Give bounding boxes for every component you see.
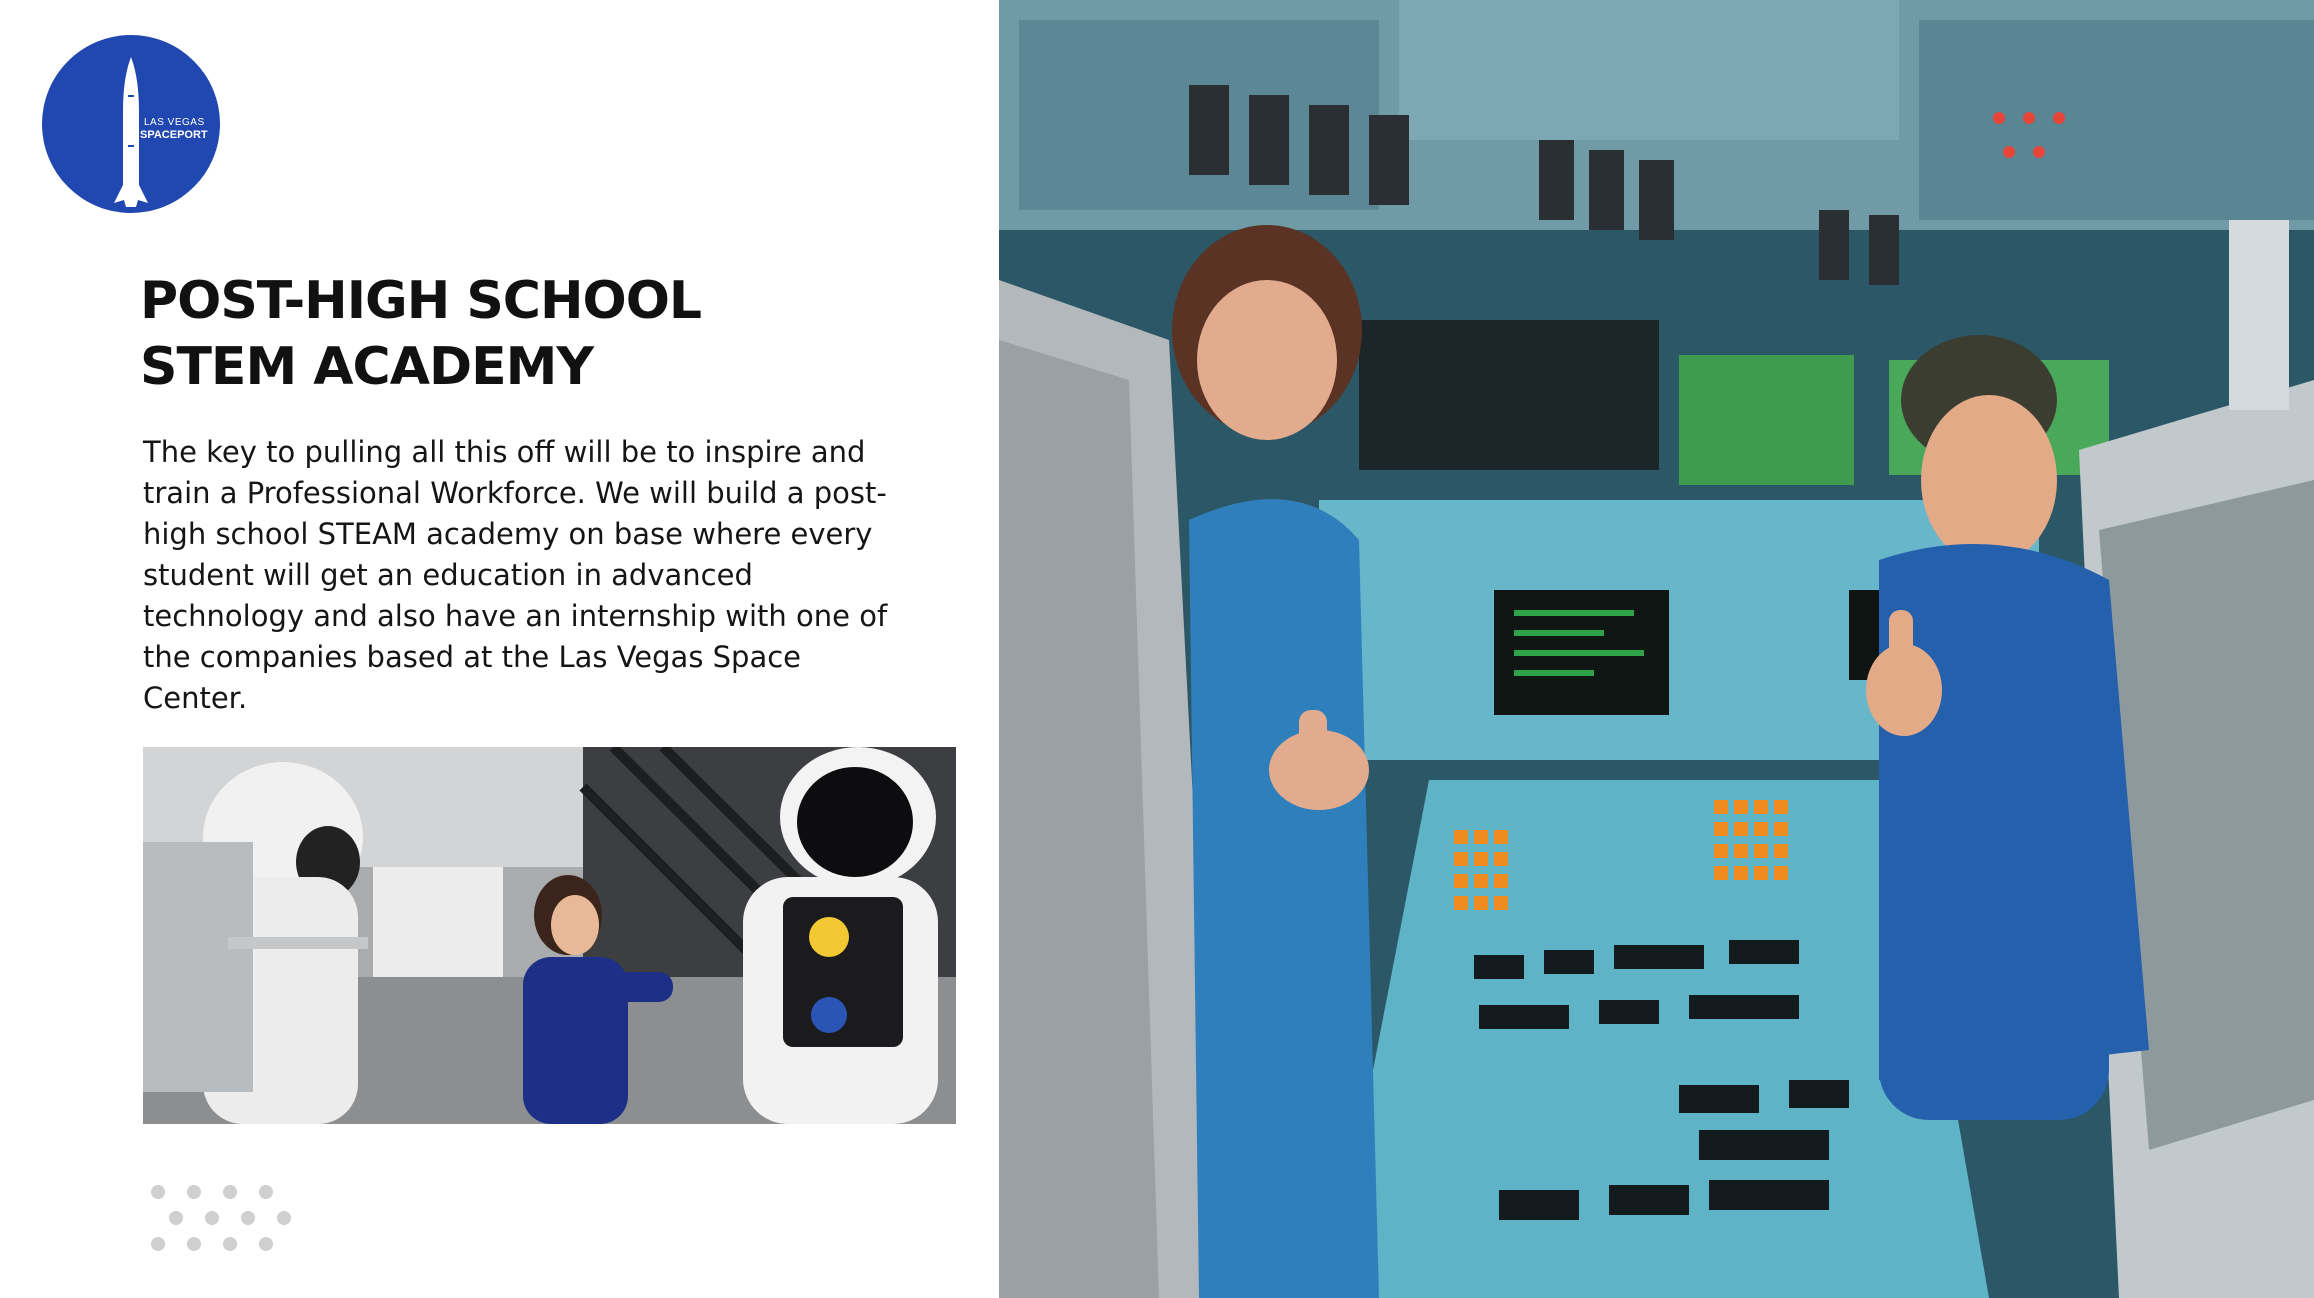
title-line-1: POST-HIGH SCHOOL <box>140 271 702 331</box>
astronaut-training-photo <box>143 747 956 1124</box>
shuttle-cockpit-simulator-photo <box>999 0 2314 1298</box>
title-line-2: STEM ACADEMY <box>140 337 594 397</box>
body-line: student will get an education in advanced <box>143 558 753 592</box>
page-title <box>140 268 701 400</box>
body-paragraph <box>143 432 903 719</box>
logo-text-top: LAS VEGAS <box>144 117 205 128</box>
dot-grid-icon <box>146 1180 296 1255</box>
body-line: the companies based at the Las Vegas Space Center. <box>143 640 802 715</box>
logo-text-bottom: SPACEPORT <box>140 129 208 141</box>
spaceport-logo <box>42 35 220 213</box>
body-line: technology and also have an internship with one of <box>143 599 888 633</box>
body-line: train a Professional Workforce. We will build a post- <box>143 476 887 510</box>
body-line: The key to pulling all this off will be to inspire and <box>143 435 866 469</box>
body-line: high school STEAM academy on base where every <box>143 517 873 551</box>
